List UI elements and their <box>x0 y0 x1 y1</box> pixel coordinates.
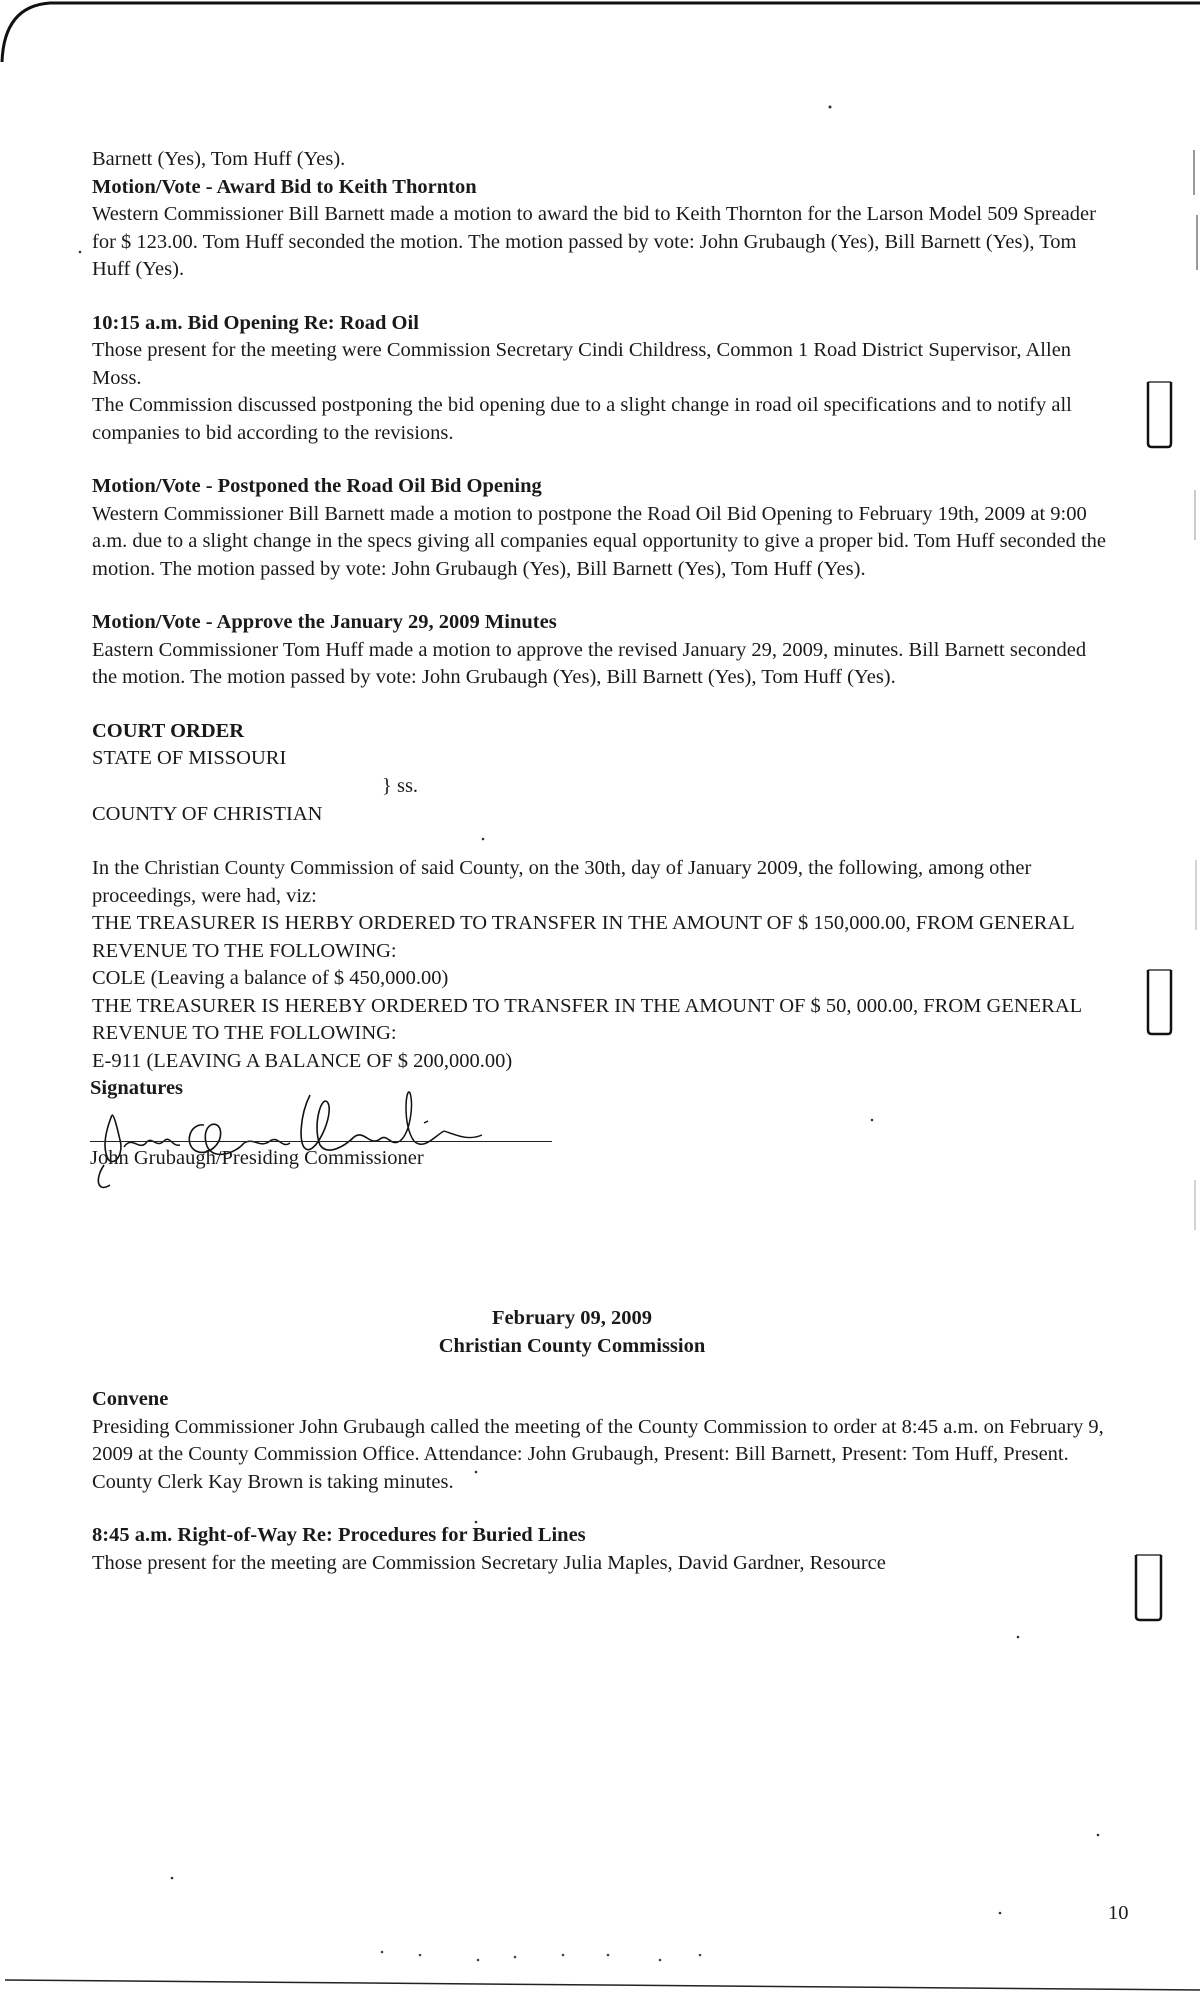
venue-block <box>92 745 1107 829</box>
court-order-heading: COURT ORDER <box>92 719 245 742</box>
meeting-date: February 09, 2009 <box>492 1307 652 1329</box>
section-heading: Convene <box>92 1388 169 1410</box>
section-postponed-bid <box>92 473 1107 583</box>
section-award-bid <box>92 174 1107 284</box>
court-order-transfer-2: THE TREASURER IS HEREBY ORDERED TO TRANSFER IN THE AMOUNT OF $ 50, 000.00, FROM GENERAL REVENUE TO THE FOLLOWING: <box>92 994 1082 1044</box>
section-body: Western Commissioner Bill Barnett made a motion to award the bid to Keith Thornton for the Larson Model 509 Spreader for $ 123.00. Tom Huff seconded the motion. The motion passed by vote: John Grubaugh (Yes), Bill Barnett (Yes), Tom Huff (Yes). <box>92 203 1096 280</box>
signature-line <box>90 1141 552 1142</box>
intro-line: Barnett (Yes), Tom Huff (Yes). <box>92 148 346 170</box>
section-heading: 10:15 a.m. Bid Opening Re: Road Oil <box>92 311 419 334</box>
signature-block <box>92 1075 1107 1185</box>
section-body: Eastern Commissioner Tom Huff made a motion to approve the revised January 29, 2009, minutes. Bill Barnett seconded the motion. The motion passed by vote: John Grubaugh (Yes), Bill Barnett (Yes), Tom Huff (Yes). <box>92 638 1087 688</box>
court-order-item-2: E-911 (LEAVING A BALANCE OF $ 200,000.00) <box>92 1049 513 1072</box>
signatures-label: Signatures <box>90 1077 184 1099</box>
section-road-oil-bid-opening <box>92 310 1107 448</box>
section-body: Presiding Commissioner John Grubaugh called the meeting of the County Commission to order at 8:45 a.m. on February 9, 2009 at the County Commission Office. Attendance: John Grubaugh, Present: Bill Barnett, Present: Tom Huff, Present. County Clerk Kay Brown is taking minutes. <box>92 1415 1104 1493</box>
meeting-header <box>52 1305 1092 1360</box>
document-body <box>92 146 1107 1603</box>
section-heading: Motion/Vote - Postponed the Road Oil Bid Opening <box>92 475 542 497</box>
section-heading: Motion/Vote - Approve the January 29, 2009 Minutes <box>92 611 557 633</box>
section-body: Those present for the meeting are Commission Secretary Julia Maples, David Gardner, Resource <box>92 1551 886 1574</box>
court-order-preamble: In the Christian County Commission of said County, on the 30th, day of January 2009, the following, among other proceedings, were had, viz: <box>92 857 1032 907</box>
section-approve-minutes <box>92 609 1107 692</box>
page-number: 10 <box>1108 1902 1129 1924</box>
binder-hole-3 <box>1136 1555 1161 1620</box>
meeting-body-name: Christian County Commission <box>438 1334 706 1357</box>
handwritten-signature <box>84 1085 504 1195</box>
venue-state: STATE OF MISSOURI <box>92 747 287 769</box>
binder-hole-1 <box>1148 382 1171 447</box>
venue-ss: } ss. <box>382 775 419 797</box>
section-right-of-way <box>92 1522 1107 1577</box>
section-convene <box>92 1386 1107 1496</box>
venue-county: COUNTY OF CHRISTIAN <box>92 803 323 825</box>
section-body: Those present for the meeting were Commission Secretary Cindi Childress, Common 1 Road District Supervisor, Allen Moss. <box>92 339 1072 389</box>
section-body: Western Commissioner Bill Barnett made a motion to postpone the Road Oil Bid Opening to February 19th, 2009 at 9:00 a.m. due to a slight change in the specs giving all companies equal opportunity to give a proper bid. Tom Huff seconded the motion. The motion passed by vote: John Grubaugh (Yes), Bill Barnett (Yes), Tom Huff (Yes). <box>92 502 1107 580</box>
section-heading: Motion/Vote - Award Bid to Keith Thornton <box>92 175 477 198</box>
binder-hole-2 <box>1148 970 1171 1034</box>
section-body-continued: The Commission discussed postponing the bid opening due to a slight change in road oil specifications and to notify all companies to bid according to the revisions. <box>92 394 1072 444</box>
court-order-transfer-1: THE TREASURER IS HERBY ORDERED TO TRANSFER IN THE AMOUNT OF $ 150,000.00, FROM GENERAL REVENUE TO THE FOLLOWING: <box>92 912 1074 962</box>
signatory-name: John Grubaugh/Presiding Commissioner <box>90 1147 424 1169</box>
section-heading: 8:45 a.m. Right-of-Way Re: Procedures for Buried Lines <box>92 1524 586 1546</box>
court-order-item-1: COLE (Leaving a balance of $ 450,000.00) <box>92 967 449 989</box>
